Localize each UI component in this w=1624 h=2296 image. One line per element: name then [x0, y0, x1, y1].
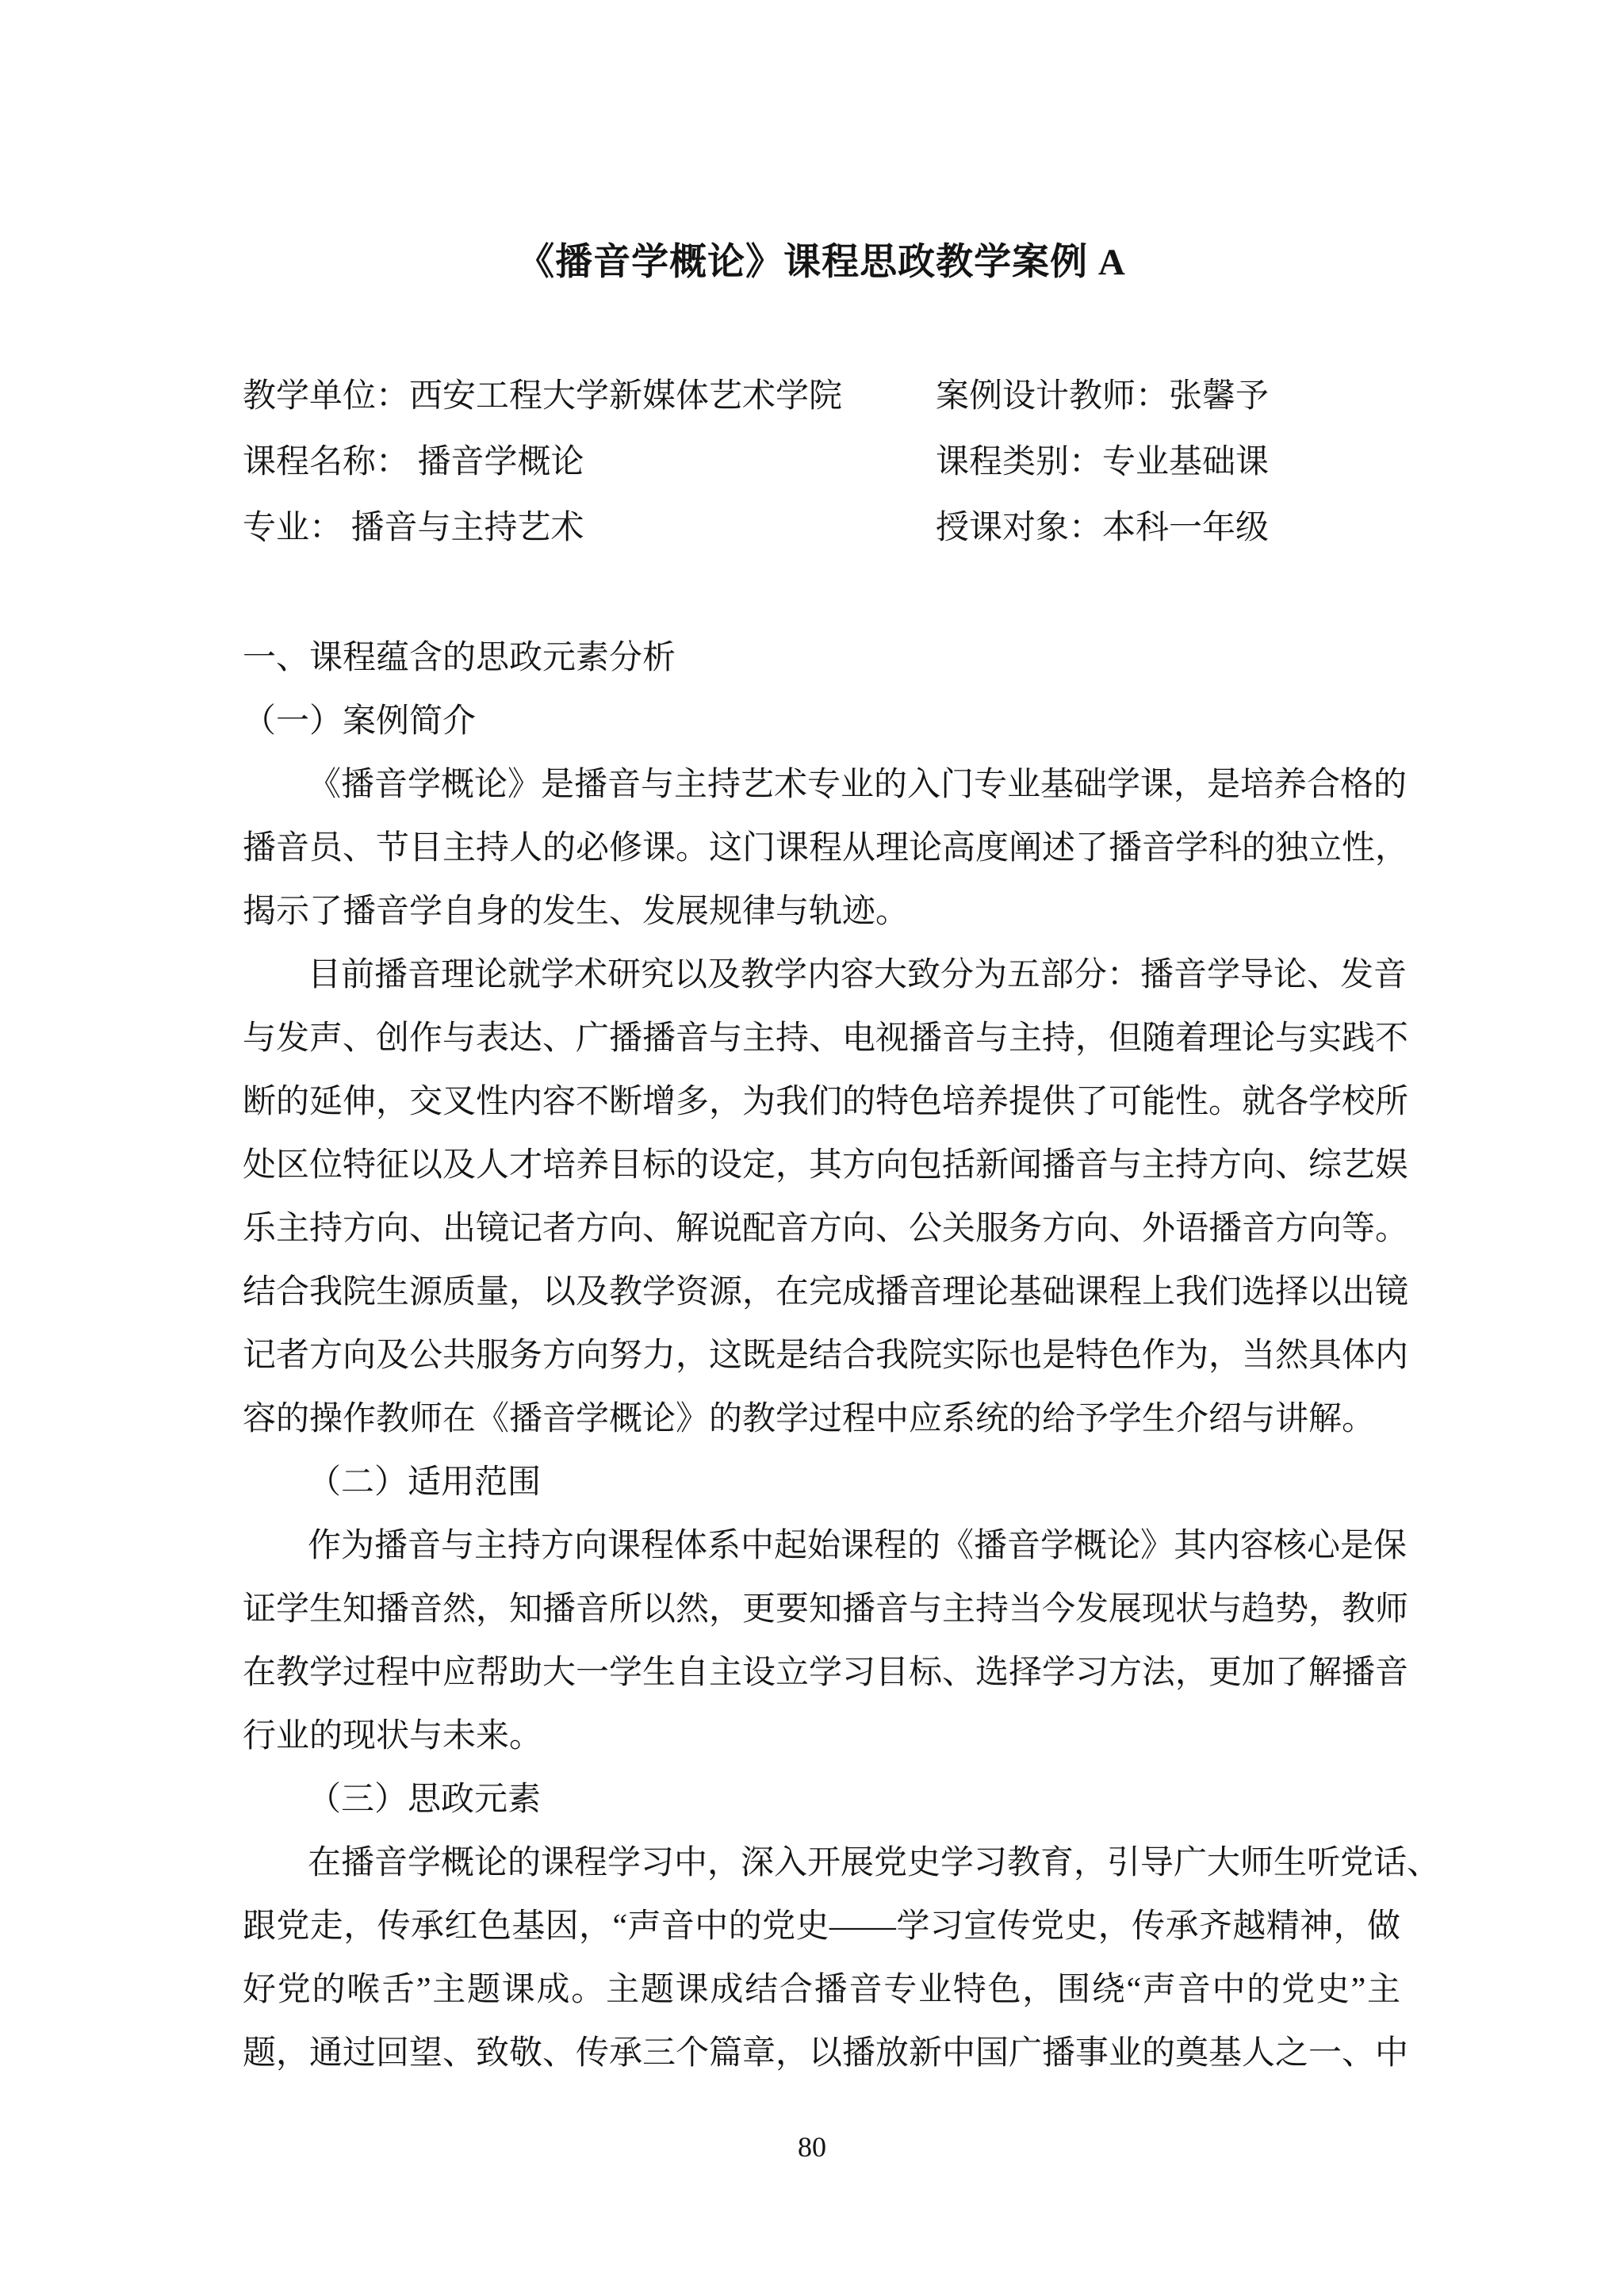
- info-row: [243, 430, 1400, 496]
- body-line: 好党的喉舌”主题课成。主题课成结合播音专业特色，围绕“声音中的党史”主: [243, 1972, 1400, 2008]
- page-number: 80: [798, 2131, 826, 2163]
- body-line: 乐主持方向、出镜记者方向、解说配音方向、公关服务方向、外语播音方向等。: [243, 1211, 1409, 1247]
- body-text: [243, 626, 1441, 2085]
- info-case-designer: 案例设计教师：张馨予: [936, 378, 1270, 415]
- body-line: 记者方向及公共服务方向努力，这既是结合我院实际也是特色作为，当然具体内: [243, 1337, 1409, 1374]
- body-line: 跟党走，传承红色基因，“声音中的党史——学习宣传党史，传承齐越精神，做: [243, 1908, 1400, 1945]
- body-line: 在播音学概论的课程学习中，深入开展党史学习教育，引导广大师生听党话、: [308, 1845, 1441, 1881]
- body-line: 题，通过回望、致敬、传承三个篇章，以播放新中国广播事业的奠基人之一、中: [243, 2035, 1409, 2072]
- body-line: 结合我院生源质量，以及教学资源，在完成播音理论基础课程上我们选择以出镜: [243, 1274, 1409, 1311]
- body-line: （三）思政元素: [308, 1781, 542, 1818]
- info-course-name: 课程名称： 播音学概论: [243, 444, 584, 480]
- info-teaching-unit: 教学单位：西安工程大学新媒体艺术学院: [243, 378, 843, 415]
- body-line: 行业的现状与未来。: [243, 1718, 543, 1755]
- info-audience: 授课对象：本科一年级: [936, 510, 1270, 546]
- body-line: 揭示了播音学自身的发生、发展规律与轨迹。: [243, 894, 910, 930]
- body-line: 《播音学概论》是播音与主持艺术专业的入门专业基础学课，是培养合格的: [308, 767, 1408, 803]
- body-line: 与发声、创作与表达、广播播音与主持、电视播音与主持，但随着理论与实践不: [243, 1020, 1409, 1057]
- body-line: 容的操作教师在《播音学概论》的教学过程中应系统的给予学生介绍与讲解。: [243, 1401, 1376, 1437]
- body-line: 证学生知播音然，知播音所以然，更要知播音与主持当今发展现状与趋势，教师: [243, 1591, 1409, 1628]
- body-line: 播音员、节目主持人的必修课。这门课程从理论高度阐述了播音学科的独立性，: [243, 830, 1409, 867]
- info-major: 专业： 播音与主持艺术: [243, 510, 584, 546]
- body-line: （一）案例简介: [243, 703, 477, 740]
- info-row: [243, 364, 1400, 430]
- body-line: 处区位特征以及人才培养目标的设定，其方向包括新闻播音与主持方向、综艺娱: [243, 1147, 1409, 1184]
- course-info-block: [243, 364, 1400, 561]
- page-title: 《播音学概论》课程思政教学案例 A: [517, 242, 1126, 284]
- info-row: [243, 496, 1400, 561]
- body-line: 在教学过程中应帮助大一学生自主设立学习目标、选择学习方法，更加了解播音: [243, 1655, 1409, 1691]
- body-line: 断的延伸，交叉性内容不断增多，为我们的特色培养提供了可能性。就各学校所: [243, 1084, 1409, 1120]
- body-line: 作为播音与主持方向课程体系中起始课程的《播音学概论》其内容核心是保: [308, 1528, 1408, 1564]
- body-line: 一、课程蕴含的思政元素分析: [243, 640, 676, 676]
- body-line: 目前播音理论就学术研究以及教学内容大致分为五部分：播音学导论、发音: [308, 957, 1408, 993]
- info-course-type: 课程类别：专业基础课: [936, 444, 1270, 480]
- body-line: （二）适用范围: [308, 1464, 542, 1501]
